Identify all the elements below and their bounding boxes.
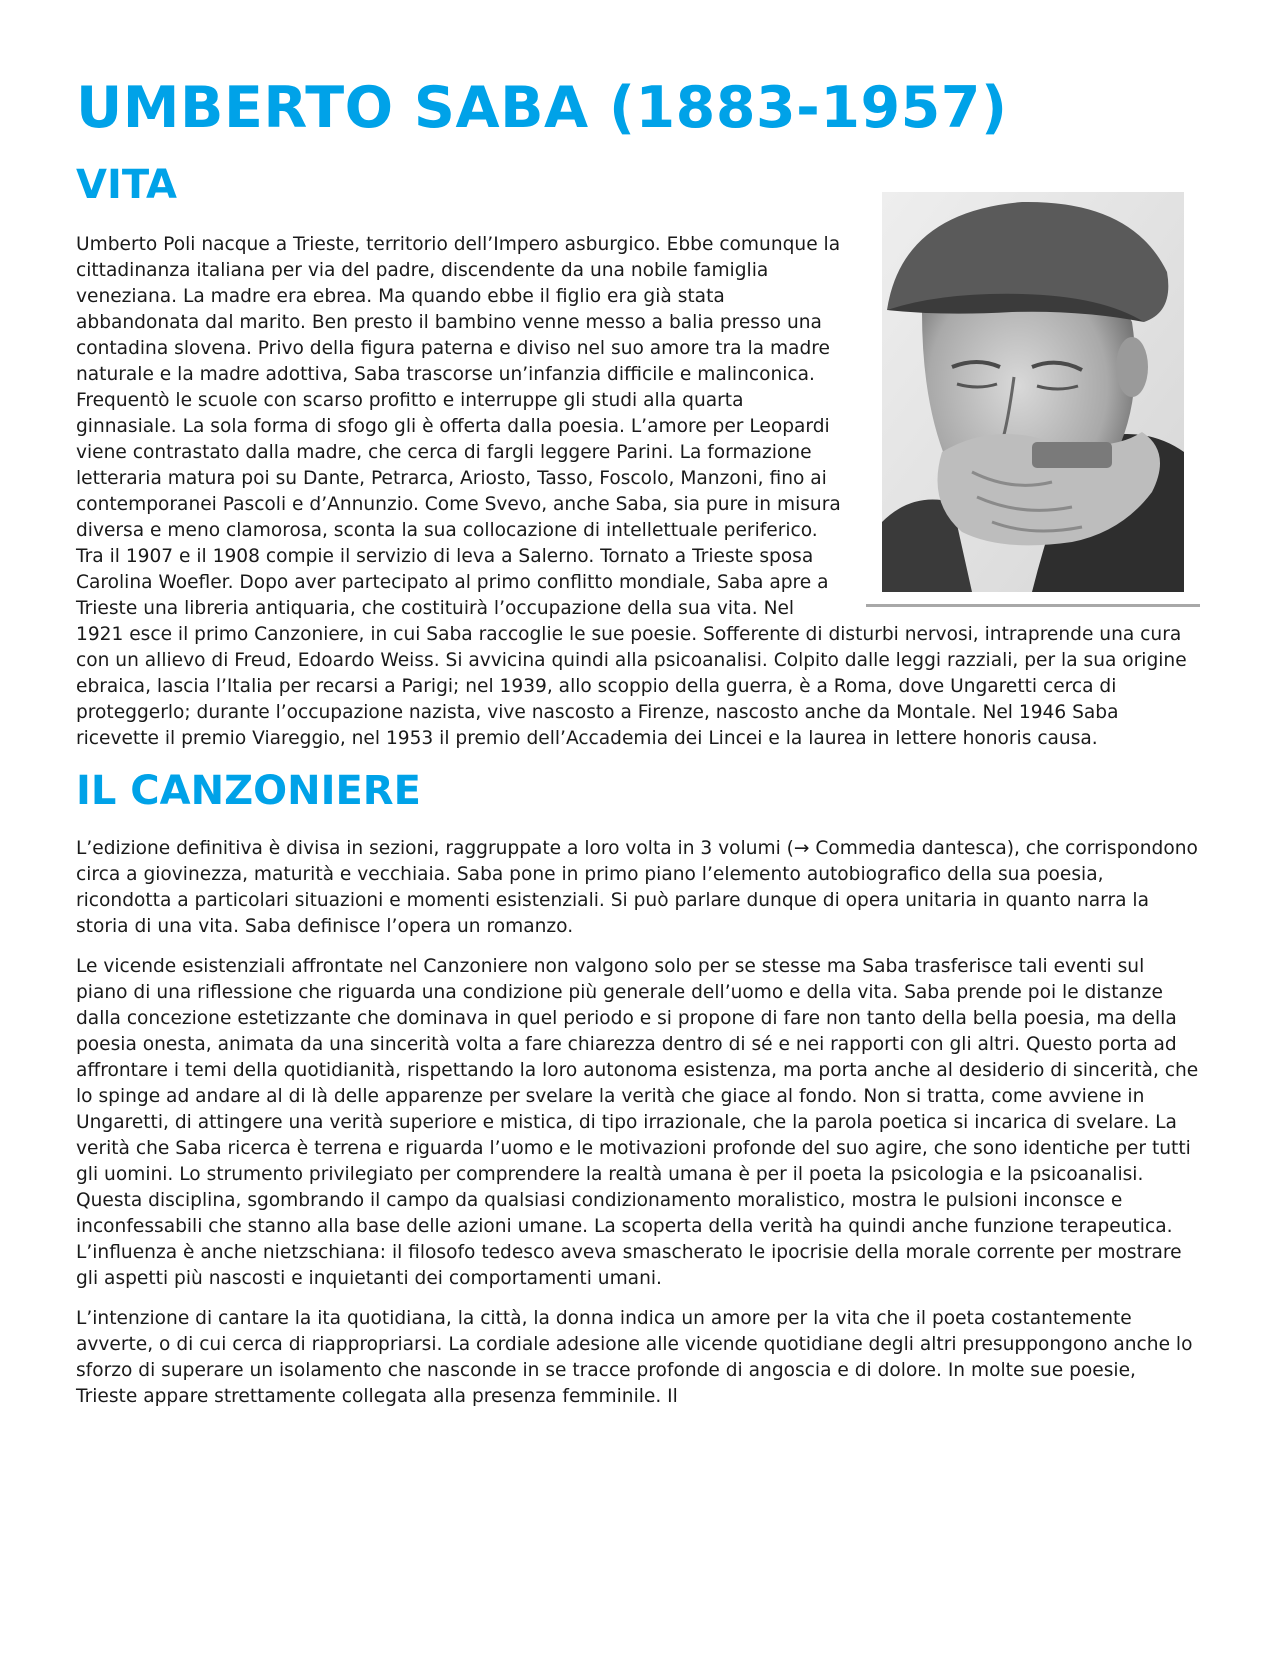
section-heading-vita: VITA	[76, 162, 177, 208]
document-page	[76, 72, 1200, 1410]
document-title: UMBERTO SABA (1883-1957)	[76, 75, 1008, 141]
portrait-photo	[882, 192, 1184, 592]
canzoniere-paragraph-2: Le vicende esistenziali affrontate nel Canzoniere non valgono solo per se stesse ma Saba trasferisce tali eventi sul piano di una riflessione che riguarda una condizione più generale dell’uomo e della vita. Saba prende poi le distanze dalla concezione estetizzante che dominava in quel periodo e si propone di fare non tanto della bella poesia, ma della poesia onesta, animata da una sincerità volta a fare chiarezza dentro di sé e nei rapporti con gli altri. Questo porta ad affrontare i temi della quotidianità, rispettando la loro autonoma esistenza, ma porta anche al desiderio di sincerità, che lo spinge ad andare al di là delle apparenze per svelare la verità che giace al fondo. Non si tratta, come avviene in Ungaretti, di attingere una verità superiore e mistica, di tipo irrazionale, che la parola poetica si incarica di svelare. La verità che Saba ricerca è terrena e riguarda l’uomo e le motivazioni profonde del suo agire, che sono identiche per tutti gli uomini. Lo strumento privilegiato per comprendere la realtà umana è per il poeta la psicologia e la psicoanalisi. Questa disciplina, sgombrando il campo da qualsiasi condizionamento moralistico, mostra le pulsioni inconsce e inconfessabili che stanno alla base delle azioni umane. La scoperta della verità ha quindi anche funzione terapeutica. L’influenza è anche nietzschiana: il filosofo tedesco aveva smascherato le ipocrisie della morale corrente per mostrare gli aspetti più nascosti e inquietanti dei comportamenti umani.	[76, 956, 1199, 1289]
canzoniere-paragraph-3: L’intenzione di cantare la ita quotidiana, la città, la donna indica un amore per la vita che il poeta costantemente avverte, o di cui cerca di riappropriarsi. La cordiale adesione alle vicende quotidiane degli altri presuppongono anche lo sforzo di superare un isolamento che nasconde in se tracce profonde di angoscia e di dolore. In molte sue poesie, Trieste appare strettamente collegata alla presenza femminile. Il	[76, 1308, 1193, 1407]
canzoniere-paragraph-1: L’edizione definitiva è divisa in sezioni, raggruppate a loro volta in 3 volumi (→ Commedia dantesca), che corrispondono circa a giovinezza, maturità e vecchiaia. Saba pone in primo piano l’elemento autobiografico della sua poesia, ricondotta a particolari situazioni e momenti esistenziali. Si può parlare dunque di opera unitaria in quanto narra la storia di una vita. Saba definisce l’opera un romanzo.	[76, 838, 1198, 937]
portrait-figure	[866, 192, 1200, 610]
section-heading-canzoniere: IL CANZONIERE	[76, 768, 421, 814]
portrait-image	[882, 192, 1184, 592]
photo-divider	[866, 604, 1200, 607]
vita-paragraph: Umberto Poli nacque a Trieste, territorio dell’Impero asburgico. Ebbe comunque la cittadinanza italiana per via del padre, discendente da una nobile famiglia veneziana. La madre era ebrea. Ma quando ebbe il figlio era già stata abbandonata dal marito. Ben presto il bambino venne messo a balia presso una contadina slovena. Privo della figura paterna e diviso nel suo amore tra la madre naturale e la madre adottiva, Saba trascorse un’infanzia difficile e malinconica. Frequentò le scuole con scarso profitto e interruppe gli studi alla quarta ginnasiale. La sola forma di sfogo gli è offerta dalla poesia. L’amore per Leopardi viene contrastato dalla madre, che cerca di fargli leggere Parini. La formazione letteraria matura poi su Dante, Petrarca, Ariosto, Tasso, Foscolo, Manzoni, fino ai contemporanei Pascoli e d’Annunzio. Come Svevo, anche Saba, sia pure in misura diversa e meno clamorosa, sconta la sua collocazione di intellettuale periferico. Tra il 1907 e il 1908 compie il servizio di leva a Salerno. Tornato a Trieste sposa Carolina Woefler. Dopo aver partecipato al primo conflitto mondiale, Saba apre a Trieste una libreria antiquaria, che costituirà l’occupazione della sua vita. Nel 1921 esce il primo Canzoniere, in cui Saba raccoglie le sue poesie. Sofferente di disturbi nervosi, intraprende una cura con un allievo di Freud, Edoardo Weiss. Si avvicina quindi alla psicoanalisi. Colpito dalle leggi razziali, per la sua origine ebraica, lascia l’Italia per recarsi a Parigi; nel 1939, allo scoppio della guerra, è a Roma, dove Ungaretti cerca di proteggerlo; durante l’occupazione nazista, vive nascosto a Firenze, nascosto anche da Montale. Nel 1946 Saba ricevette il premio Viareggio, nel 1953 il premio dell’Accademia dei Lincei e la laurea in lettere honoris causa.	[76, 234, 1187, 749]
